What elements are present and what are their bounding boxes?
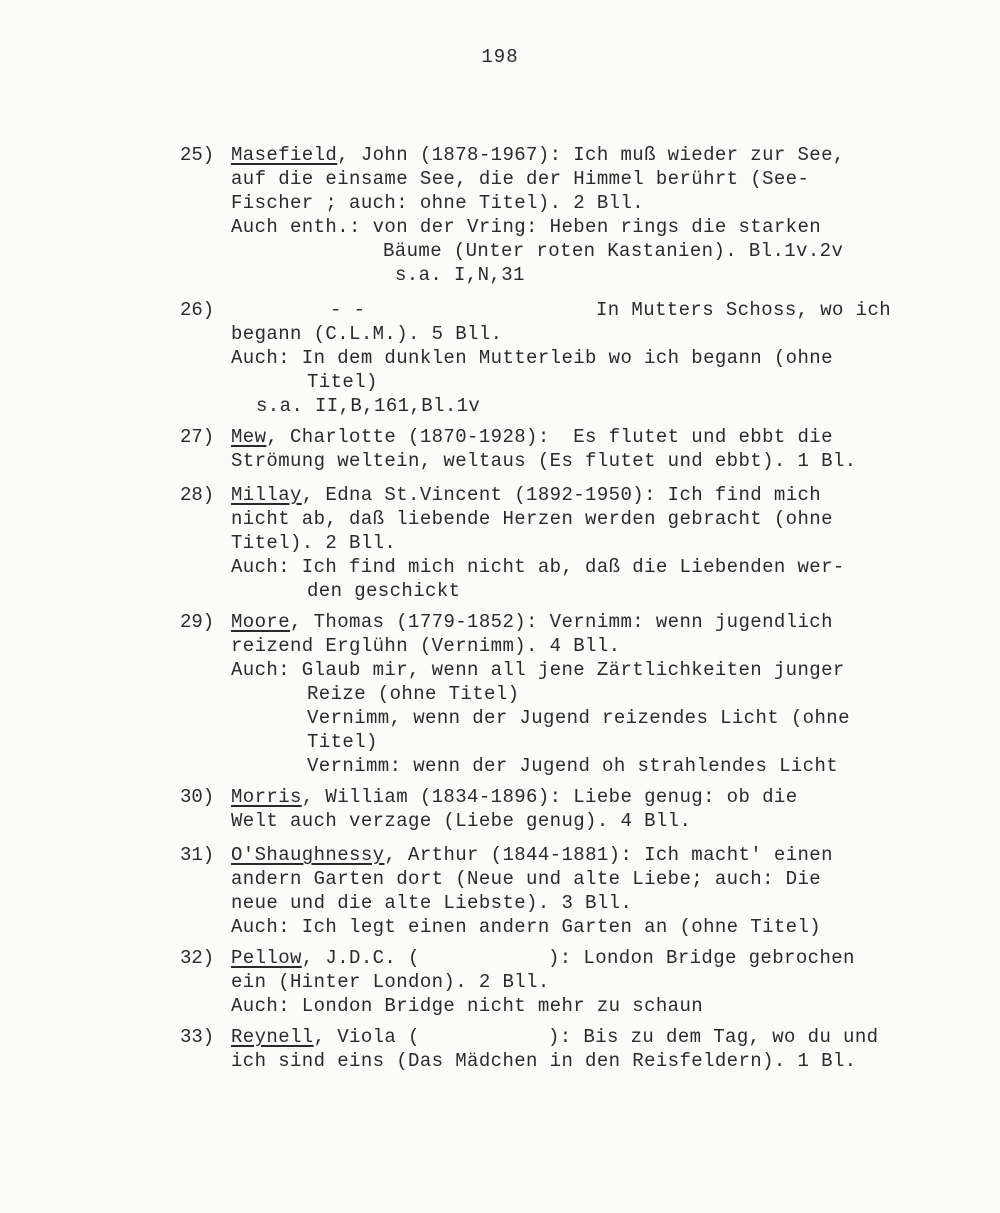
entry-text: , Charlotte (1870-1928): Es flutet und ebbt die bbox=[266, 426, 833, 448]
entry-number: 32) bbox=[180, 947, 215, 969]
entry-first-line bbox=[231, 1025, 420, 1049]
entry-text: , John (1878-1967): Ich muß wieder zur See, bbox=[337, 144, 845, 166]
entry-text: , Edna St.Vincent (1892-1950): Ich find mich bbox=[301, 484, 822, 506]
entry-text: Strömung weltein, weltaus (Es flutet und ebbt). 1 Bl. bbox=[231, 450, 857, 472]
entry-number: 26) bbox=[180, 299, 215, 321]
entry-first-line bbox=[231, 610, 833, 634]
entry-text: Auch: Ich find mich nicht ab, daß die Liebenden wer- bbox=[231, 556, 845, 578]
entry-text: nicht ab, daß liebende Herzen werden gebracht (ohne bbox=[231, 508, 833, 530]
author-surname: Reynell bbox=[231, 1026, 314, 1048]
entry-text: begann (C.L.M.). 5 Bll. bbox=[231, 323, 503, 345]
entry-first-line bbox=[231, 785, 798, 809]
entry-first-line bbox=[231, 946, 420, 970]
entry-text: andern Garten dort (Neue und alte Liebe; auch: Die bbox=[231, 868, 822, 890]
entry-text: auf die einsame See, die der Himmel berührt (See- bbox=[231, 168, 810, 190]
entry-text: reizend Erglühn (Vernimm). 4 Bll. bbox=[231, 635, 621, 657]
author-surname: Masefield bbox=[231, 144, 338, 166]
entry-text: Vernimm, wenn der Jugend reizendes Licht (ohne bbox=[307, 707, 850, 729]
entry-number: 29) bbox=[180, 611, 215, 633]
entry-text: Titel). 2 Bll. bbox=[231, 532, 397, 554]
entry-text: Auch: London Bridge nicht mehr zu schaun bbox=[231, 995, 704, 1017]
entry-text: ): Bis zu dem Tag, wo du und bbox=[548, 1026, 879, 1048]
entry-text: Auch: Glaub mir, wenn all jene Zärtlichkeiten junger bbox=[231, 659, 845, 681]
entry-number: 27) bbox=[180, 426, 215, 448]
entry-text: , William (1834-1896): Liebe genug: ob die bbox=[301, 786, 798, 808]
author-surname: Mew bbox=[231, 426, 267, 448]
entry-text: Auch: Ich legt einen andern Garten an (ohne Titel) bbox=[231, 916, 822, 938]
entry-text: , Arthur (1844-1881): Ich macht' einen bbox=[384, 844, 833, 866]
entry-text: den geschickt bbox=[307, 580, 461, 602]
entry-first-line bbox=[231, 425, 833, 449]
entry-text: ein (Hinter London). 2 Bll. bbox=[231, 971, 550, 993]
entry-text: Vernimm: wenn der Jugend oh strahlendes Licht bbox=[307, 755, 839, 777]
entry-number: 25) bbox=[180, 144, 215, 166]
author-surname: Millay bbox=[231, 484, 302, 506]
entry-text: , Thomas (1779-1852): Vernimm: wenn jugendlich bbox=[290, 611, 833, 633]
entry-text: Auch enth.: von der Vring: Heben rings die starken bbox=[231, 216, 822, 238]
entry-text: In Mutters Schoss, wo ich bbox=[596, 299, 892, 321]
author-surname: Moore bbox=[231, 611, 291, 633]
entry-text: Welt auch verzage (Liebe genug). 4 Bll. bbox=[231, 810, 692, 832]
entry-text: ich sind eins (Das Mädchen in den Reisfeldern). 1 Bl. bbox=[231, 1050, 857, 1072]
entry-text: , J.D.C. ( bbox=[301, 947, 420, 969]
author-surname: Morris bbox=[231, 786, 302, 808]
author-surname: O'Shaughnessy bbox=[231, 844, 385, 866]
entry-number: 33) bbox=[180, 1026, 215, 1048]
entry-text: neue und die alte Liebste). 3 Bll. bbox=[231, 892, 633, 914]
entry-number: 30) bbox=[180, 786, 215, 808]
entry-text: Fischer ; auch: ohne Titel). 2 Bll. bbox=[231, 192, 645, 214]
entry-text: , Viola ( bbox=[313, 1026, 420, 1048]
entry-first-line bbox=[231, 843, 833, 867]
cross-reference: s.a. I,N,31 bbox=[395, 264, 525, 286]
entry-first-line bbox=[231, 143, 845, 167]
cross-reference: s.a. II,B,161,Bl.1v bbox=[256, 395, 481, 417]
entry-text: Titel) bbox=[307, 371, 378, 393]
entry-first-line bbox=[231, 483, 821, 507]
entry-number: 28) bbox=[180, 484, 215, 506]
entry-text: Titel) bbox=[307, 731, 378, 753]
entry-number: 31) bbox=[180, 844, 215, 866]
entry-text: ): London Bridge gebrochen bbox=[548, 947, 855, 969]
author-surname: Pellow bbox=[231, 947, 302, 969]
entry-text: Auch: In dem dunklen Mutterleib wo ich begann (ohne bbox=[231, 347, 833, 369]
ditto-mark: - - bbox=[330, 299, 366, 321]
entry-text: Bäume (Unter roten Kastanien). Bl.1v.2v bbox=[383, 240, 844, 262]
page-number: 198 bbox=[481, 46, 519, 68]
entry-text: Reize (ohne Titel) bbox=[307, 683, 520, 705]
